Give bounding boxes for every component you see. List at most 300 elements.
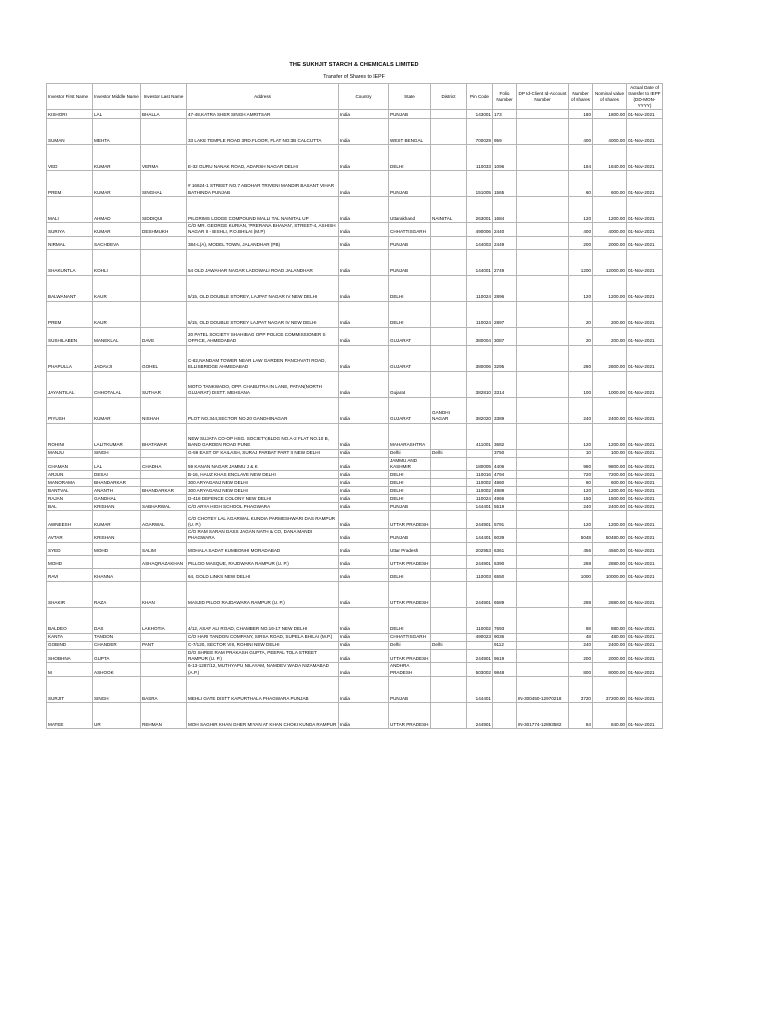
cell-dpid: [517, 607, 569, 633]
cell-address: D/O SHREE RAM PRAKASH GUPTA, PEEPAL TOLA STREET RAMPUR (U. P.): [187, 649, 339, 663]
cell-middle-name: GUPTA: [93, 649, 141, 663]
cell-date: 01-Nov-2021: [627, 457, 663, 471]
table-row: [47, 110, 663, 119]
table-row: [47, 471, 663, 479]
cell-state: GUJARAT: [389, 397, 431, 423]
cell-date: 01-Nov-2021: [627, 568, 663, 581]
cell-shares: 240: [569, 397, 593, 423]
cell-last-name: REHMAN: [141, 702, 187, 728]
cell-country: India: [339, 371, 389, 397]
cell-address: C-82,NANDAM TOWER NEAR LAW GARDEN PANCHVATI ROAD, ELLISBRIDGE AHMEDABAD: [187, 345, 339, 371]
header-country: Country: [339, 84, 389, 110]
cell-first-name: ARJUN: [47, 471, 93, 479]
cell-state: Uttarakhand: [389, 197, 431, 223]
cell-date: 01-Nov-2021: [627, 119, 663, 145]
cell-district: [431, 345, 467, 371]
cell-country: India: [339, 607, 389, 633]
cell-first-name: SUSHILABEN: [47, 327, 93, 345]
cell-country: India: [339, 327, 389, 345]
cell-last-name: AGARWAL: [141, 511, 187, 529]
cell-nominal: 2400.00: [593, 397, 627, 423]
cell-pin: 380006: [467, 345, 493, 371]
cell-pin: 110033: [467, 145, 493, 171]
header-first-name: Investor First Name: [47, 84, 93, 110]
cell-folio: 9848: [493, 663, 517, 677]
cell-district: [431, 119, 467, 145]
cell-nominal: 840.00: [593, 702, 627, 728]
cell-first-name: VED: [47, 145, 93, 171]
cell-last-name: BHANDARKAR: [141, 487, 187, 495]
cell-country: India: [339, 145, 389, 171]
cell-dpid: [517, 275, 569, 301]
cell-address: G-59 EAST OF KAILASH, SURAJ PARBAT PART II NEW DELHI: [187, 449, 339, 457]
cell-middle-name: MEHTA: [93, 119, 141, 145]
cell-district: [431, 371, 467, 397]
cell-district: [431, 649, 467, 663]
cell-country: India: [339, 449, 389, 457]
cell-district: [431, 249, 467, 275]
cell-date: 01-Nov-2021: [627, 171, 663, 197]
cell-last-name: [141, 529, 187, 543]
cell-country: India: [339, 479, 389, 487]
cell-date: 01-Nov-2021: [627, 581, 663, 607]
cell-state: WEST BENGAL: [389, 119, 431, 145]
cell-date: 01-Nov-2021: [627, 702, 663, 728]
header-folio: Folio Number: [493, 84, 517, 110]
cell-state: PUNJAB: [389, 236, 431, 249]
table-row: [47, 423, 663, 449]
cell-dpid: [517, 542, 569, 555]
cell-state: CHHATTISGARH: [389, 223, 431, 237]
cell-shares: 200: [569, 649, 593, 663]
cell-last-name: LAKHOTIA: [141, 607, 187, 633]
cell-district: [431, 663, 467, 677]
cell-district: [431, 702, 467, 728]
table-body: [47, 110, 663, 729]
cell-shares: 288: [569, 581, 593, 607]
cell-nominal: 1840.00: [593, 145, 627, 171]
cell-dpid: [517, 301, 569, 327]
cell-dpid: IN-301774-12893582: [517, 702, 569, 728]
table-row: [47, 345, 663, 371]
table-row: [47, 397, 663, 423]
document: [46, 62, 662, 729]
cell-first-name: MALI: [47, 197, 93, 223]
cell-date: 01-Nov-2021: [627, 479, 663, 487]
cell-nominal: 2400.00: [593, 503, 627, 511]
cell-dpid: IN-300450-12970218: [517, 676, 569, 702]
cell-last-name: DAVE: [141, 327, 187, 345]
cell-last-name: PANT: [141, 641, 187, 649]
cell-folio: 3295: [493, 345, 517, 371]
cell-dpid: [517, 649, 569, 663]
table-row: [47, 649, 663, 663]
cell-date: 01-Nov-2021: [627, 275, 663, 301]
cell-address: C/O HARI TANDON COMPANY, SIRSA ROAD, SUPELA BHILAI (M.P.): [187, 633, 339, 641]
cell-middle-name: LALITKUMAR: [93, 423, 141, 449]
header-district: District: [431, 84, 467, 110]
cell-middle-name: BHANDARKAR: [93, 479, 141, 487]
cell-address: B-16, HAUZ KHAS ENCLAVE NEW DELHI: [187, 471, 339, 479]
cell-shares: 800: [569, 663, 593, 677]
header-pin: Pin Code: [467, 84, 493, 110]
cell-folio: 4889: [493, 487, 517, 495]
cell-last-name: [141, 236, 187, 249]
cell-nominal: 2880.00: [593, 581, 627, 607]
cell-address: C/O ARYA HIGH SCHOOL PHAGWARA: [187, 503, 339, 511]
cell-nominal: 1000.00: [593, 371, 627, 397]
cell-last-name: KHAN: [141, 581, 187, 607]
cell-folio: 3389: [493, 397, 517, 423]
cell-country: India: [339, 649, 389, 663]
cell-pin: 244901: [467, 702, 493, 728]
cell-country: India: [339, 119, 389, 145]
cell-pin: 144001: [467, 249, 493, 275]
cell-date: 01-Nov-2021: [627, 511, 663, 529]
cell-middle-name: ANANTH: [93, 487, 141, 495]
cell-date: 01-Nov-2021: [627, 676, 663, 702]
cell-date: 01-Nov-2021: [627, 495, 663, 503]
cell-dpid: [517, 327, 569, 345]
cell-nominal: 480.00: [593, 633, 627, 641]
cell-country: India: [339, 676, 389, 702]
header-state: State: [389, 84, 431, 110]
cell-last-name: [141, 275, 187, 301]
cell-date: 01-Nov-2021: [627, 529, 663, 543]
cell-pin: [467, 641, 493, 649]
cell-country: India: [339, 581, 389, 607]
cell-nominal: 9800.00: [593, 457, 627, 471]
cell-middle-name: KUMAR: [93, 171, 141, 197]
cell-address: 4/12, ASAF ALI ROAD, CHAMBER NO.16-17 NEW DELHI: [187, 607, 339, 633]
table-row: [47, 479, 663, 487]
cell-dpid: [517, 479, 569, 487]
cell-last-name: SABHARWAL: [141, 503, 187, 511]
table-row: [47, 581, 663, 607]
cell-dpid: [517, 236, 569, 249]
cell-dpid: [517, 119, 569, 145]
cell-folio: 5519: [493, 503, 517, 511]
cell-address: MOTO TANKWADO, OPP. CHABUTRA IN LANE, PATAN(NORTH GUJARAT) DISTT. MEHSANA: [187, 371, 339, 397]
cell-dpid: [517, 197, 569, 223]
cell-address: MOHALA SADAT KUMBONHI MORADABAD: [187, 542, 339, 555]
cell-dpid: [517, 457, 569, 471]
cell-nominal: 1800.00: [593, 110, 627, 119]
cell-date: 01-Nov-2021: [627, 542, 663, 555]
cell-country: India: [339, 197, 389, 223]
cell-first-name: MANJU: [47, 449, 93, 457]
cell-middle-name: KRISHAN: [93, 503, 141, 511]
cell-state: PUNJAB: [389, 110, 431, 119]
cell-address: D-416 DEFENCE COLONY NEW DELHI: [187, 495, 339, 503]
cell-state: PUNJAB: [389, 529, 431, 543]
cell-pin: 110024: [467, 495, 493, 503]
cell-shares: 5048: [569, 529, 593, 543]
cell-first-name: CHAMAN: [47, 457, 93, 471]
cell-nominal: 1200.00: [593, 487, 627, 495]
cell-country: India: [339, 555, 389, 568]
cell-pin: 380004: [467, 327, 493, 345]
cell-folio: 4966: [493, 495, 517, 503]
cell-date: 01-Nov-2021: [627, 249, 663, 275]
cell-nominal: 1200.00: [593, 275, 627, 301]
cell-shares: 288: [569, 555, 593, 568]
cell-state: DELHI: [389, 568, 431, 581]
cell-shares: 48: [569, 633, 593, 641]
cell-district: [431, 487, 467, 495]
cell-last-name: DESHMUKH: [141, 223, 187, 237]
cell-country: India: [339, 503, 389, 511]
cell-first-name: AWNEESH: [47, 511, 93, 529]
cell-dpid: [517, 503, 569, 511]
cell-nominal: 2880.00: [593, 555, 627, 568]
cell-middle-name: SACHDEVA: [93, 236, 141, 249]
cell-first-name: BANTVAL: [47, 487, 93, 495]
cell-middle-name: KUMAR: [93, 223, 141, 237]
cell-district: [431, 457, 467, 471]
cell-pin: 244901: [467, 581, 493, 607]
table-row: [47, 327, 663, 345]
cell-folio: 2440: [493, 223, 517, 237]
cell-shares: 720: [569, 471, 593, 479]
cell-pin: 143001: [467, 110, 493, 119]
cell-date: 01-Nov-2021: [627, 301, 663, 327]
cell-dpid: [517, 449, 569, 457]
cell-date: 01-Nov-2021: [627, 607, 663, 633]
cell-date: 01-Nov-2021: [627, 236, 663, 249]
cell-folio: 9619: [493, 649, 517, 663]
cell-middle-name: AHMAD: [93, 197, 141, 223]
cell-first-name: BALWANANT: [47, 275, 93, 301]
cell-pin: 503002: [467, 663, 493, 677]
cell-country: India: [339, 171, 389, 197]
cell-state: UTTAR PRADESH: [389, 511, 431, 529]
cell-district: [431, 607, 467, 633]
table-row: [47, 223, 663, 237]
cell-date: 01-Nov-2021: [627, 145, 663, 171]
cell-dpid: [517, 487, 569, 495]
cell-folio: 5791: [493, 511, 517, 529]
cell-address: MOH SAGHIR KHAN GHER MIYAN AT KHAN CHOKI KUNDA RAMPUR: [187, 702, 339, 728]
cell-dpid: [517, 171, 569, 197]
cell-address: 59 KANAN NAGAR JAMMU J & K: [187, 457, 339, 471]
cell-first-name: SYED: [47, 542, 93, 555]
cell-last-name: [141, 449, 187, 457]
cell-folio: 9112: [493, 641, 517, 649]
cell-state: UTTAR PRADESH: [389, 702, 431, 728]
cell-district: [431, 479, 467, 487]
cell-district: [431, 555, 467, 568]
cell-first-name: GOBIND: [47, 641, 93, 649]
cell-dpid: [517, 663, 569, 677]
cell-middle-name: KUMAR: [93, 511, 141, 529]
cell-pin: 382810: [467, 371, 493, 397]
cell-country: India: [339, 275, 389, 301]
cell-first-name: NIRMAL: [47, 236, 93, 249]
cell-shares: 184: [569, 145, 593, 171]
cell-address: NEW SUJATA CO-OP HSG. SOCIETY,BLDG NO.A-2 FLAT NO.10 B, BAND GARDEN ROAD PUNE: [187, 423, 339, 449]
cell-first-name: SHOBHNA: [47, 649, 93, 663]
cell-dpid: [517, 423, 569, 449]
cell-dpid: [517, 495, 569, 503]
cell-address: 20 PATEL SOCIETY SHAHIBAG OPP POLICE COMMISSIONER S OFFICE, AHMEDABAD: [187, 327, 339, 345]
cell-pin: 110016: [467, 471, 493, 479]
cell-pin: 382020: [467, 397, 493, 423]
cell-nominal: 100.00: [593, 449, 627, 457]
cell-shares: 20: [569, 301, 593, 327]
cell-shares: 120: [569, 197, 593, 223]
cell-country: India: [339, 223, 389, 237]
cell-first-name: AVTAR: [47, 529, 93, 543]
cell-date: 01-Nov-2021: [627, 555, 663, 568]
header-date: [627, 84, 663, 110]
cell-address: 47-48,KATRA SHER SINGH AMRITSAR: [187, 110, 339, 119]
cell-state: DELHI: [389, 275, 431, 301]
cell-first-name: PREM: [47, 301, 93, 327]
cell-pin: 490006: [467, 223, 493, 237]
cell-date: 01-Nov-2021: [627, 503, 663, 511]
cell-district: [431, 223, 467, 237]
header-address: Address: [187, 84, 339, 110]
cell-pin: 110003: [467, 568, 493, 581]
cell-state: DELHI: [389, 301, 431, 327]
cell-first-name: MANORAMA: [47, 479, 93, 487]
cell-district: [431, 495, 467, 503]
cell-folio: 7693: [493, 607, 517, 633]
cell-nominal: 7200.00: [593, 471, 627, 479]
document-subtitle: Transfer of Shares to IEPF: [323, 74, 385, 80]
table-row: [47, 568, 663, 581]
cell-address: 6-13-1287/12, MUTHYAPU NILAYAM, NAMDEV WADA NIZAMABAD (A.P.): [187, 663, 339, 677]
cell-country: India: [339, 397, 389, 423]
table-row: [47, 676, 663, 702]
cell-date: 01-Nov-2021: [627, 110, 663, 119]
cell-folio: 4794: [493, 471, 517, 479]
cell-shares: 88: [569, 607, 593, 633]
cell-last-name: SUTHAR: [141, 371, 187, 397]
cell-folio: 2896: [493, 275, 517, 301]
header-date-format: (DD-MON-YYYY): [633, 96, 656, 108]
cell-middle-name: SINGH: [93, 676, 141, 702]
cell-folio: 3682: [493, 423, 517, 449]
cell-state: Uttar Pradesh: [389, 542, 431, 555]
cell-folio: [493, 702, 517, 728]
cell-district: [431, 423, 467, 449]
cell-nominal: 1200.00: [593, 511, 627, 529]
cell-country: India: [339, 542, 389, 555]
cell-dpid: [517, 371, 569, 397]
cell-district: [431, 568, 467, 581]
cell-district: [431, 327, 467, 345]
cell-country: India: [339, 511, 389, 529]
cell-country: India: [339, 249, 389, 275]
cell-district: [431, 529, 467, 543]
cell-state: UTTAR PRADESH: [389, 649, 431, 663]
cell-dpid: [517, 345, 569, 371]
cell-first-name: SHAKUNTLA: [47, 249, 93, 275]
cell-country: India: [339, 110, 389, 119]
cell-date: 01-Nov-2021: [627, 371, 663, 397]
cell-country: India: [339, 529, 389, 543]
cell-folio: 6039: [493, 529, 517, 543]
cell-dpid: [517, 145, 569, 171]
cell-first-name: RAVI: [47, 568, 93, 581]
cell-middle-name: UR: [93, 702, 141, 728]
iepf-table: [46, 83, 663, 729]
cell-dpid: [517, 641, 569, 649]
cell-folio: 6361: [493, 542, 517, 555]
header-nominal: Nominal value of shares: [593, 84, 627, 110]
cell-shares: 150: [569, 495, 593, 503]
cell-last-name: [141, 649, 187, 663]
cell-pin: 110024: [467, 275, 493, 301]
cell-middle-name: KAUR: [93, 275, 141, 301]
cell-shares: 456: [569, 542, 593, 555]
table-row: [47, 495, 663, 503]
cell-nominal: 880.00: [593, 607, 627, 633]
cell-shares: 180: [569, 110, 593, 119]
cell-state: PUNJAB: [389, 503, 431, 511]
cell-first-name: ROHINI: [47, 423, 93, 449]
table-row: [47, 249, 663, 275]
cell-state: JAMMU AND KASHMIR: [389, 457, 431, 471]
cell-middle-name: CHANDER: [93, 641, 141, 649]
cell-pin: 202953: [467, 542, 493, 555]
cell-folio: 1684: [493, 197, 517, 223]
cell-shares: 280: [569, 345, 593, 371]
table-row: [47, 119, 663, 145]
cell-nominal: 1200.00: [593, 197, 627, 223]
cell-last-name: [141, 663, 187, 677]
table-row: [47, 542, 663, 555]
table-row: [47, 449, 663, 457]
cell-country: India: [339, 236, 389, 249]
cell-last-name: [141, 301, 187, 327]
cell-dpid: [517, 511, 569, 529]
cell-first-name: SURIYA: [47, 223, 93, 237]
cell-last-name: [141, 495, 187, 503]
cell-first-name: MOHD: [47, 555, 93, 568]
cell-middle-name: LAL: [93, 457, 141, 471]
cell-shares: 100: [569, 371, 593, 397]
cell-shares: 84: [569, 702, 593, 728]
cell-country: India: [339, 423, 389, 449]
header-shares: Number of shares: [569, 84, 593, 110]
cell-pin: 110002: [467, 479, 493, 487]
cell-last-name: NISHAH: [141, 397, 187, 423]
cell-state: PUNJAB: [389, 249, 431, 275]
cell-last-name: [141, 633, 187, 641]
cell-shares: 240: [569, 503, 593, 511]
cell-state: MAHARASHTRA: [389, 423, 431, 449]
cell-nominal: 2000.00: [593, 649, 627, 663]
cell-middle-name: ASHOOK: [93, 663, 141, 677]
cell-country: India: [339, 457, 389, 471]
cell-pin: 144003: [467, 236, 493, 249]
cell-shares: 3720: [569, 676, 593, 702]
cell-last-name: GOHEL: [141, 345, 187, 371]
header-dpid: DP Id-Client Id-Account Number: [517, 84, 569, 110]
cell-state: PUNJAB: [389, 676, 431, 702]
cell-country: India: [339, 487, 389, 495]
cell-pin: 244901: [467, 511, 493, 529]
cell-shares: 120: [569, 511, 593, 529]
cell-address: 384-L(A), MODEL TOWN, JALANDHAR (PB): [187, 236, 339, 249]
cell-first-name: BALDEO: [47, 607, 93, 633]
cell-date: 01-Nov-2021: [627, 449, 663, 457]
cell-nominal: 600.00: [593, 171, 627, 197]
cell-pin: [467, 449, 493, 457]
